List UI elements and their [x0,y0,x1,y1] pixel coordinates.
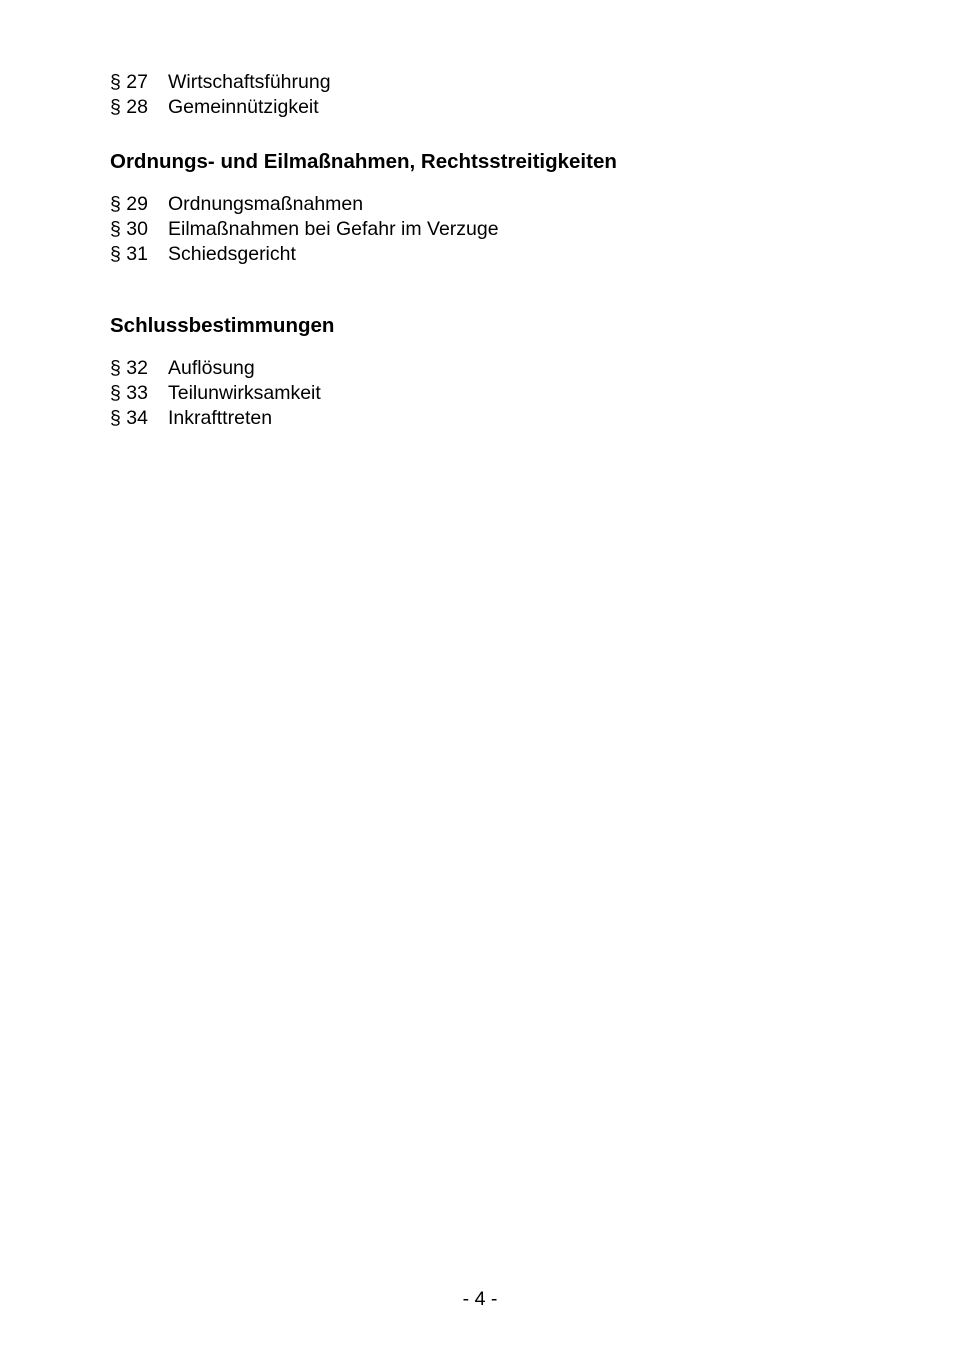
toc-entry [110,70,850,95]
toc-entry-number: § 34 [110,407,148,429]
toc-entry [110,192,850,217]
toc-entry-number: § 30 [110,218,148,240]
toc-entry-title: Ordnungsmaßnahmen [168,193,364,215]
section-heading-schlussbestimmungen: Schlussbestimmungen [110,314,335,337]
toc-entry-title: Wirtschaftsführung [168,71,331,93]
toc-entry [110,381,850,406]
toc-entry-title: Gemeinnützigkeit [168,96,319,118]
toc-entry-title: Eilmaßnahmen bei Gefahr im Verzuge [168,218,499,240]
toc-entry-title: Auflösung [168,357,255,379]
toc-entry [110,406,850,431]
toc-entry-number: § 28 [110,96,148,118]
toc-entry-title: Inkrafttreten [168,407,273,429]
toc-entry [110,217,850,242]
toc-entry-number: § 29 [110,193,148,215]
spacer [110,267,850,313]
toc-entry [110,95,850,120]
page-number: - 4 - [462,1288,498,1310]
toc-entry-title: Teilunwirksamkeit [168,382,321,404]
toc-entry-number: § 33 [110,382,148,404]
section-heading-ordnungs-eilmassnahmen: Ordnungs- und Eilmaßnahmen, Rechtsstreitigkeiten [110,150,617,173]
spacer [110,339,850,356]
toc-group-3 [110,356,850,431]
toc-entry-number: § 31 [110,243,148,265]
toc-entry-number: § 32 [110,357,148,379]
toc-entry [110,356,850,381]
toc-entry-title: Schiedsgericht [168,243,296,265]
spacer [110,175,850,192]
toc-entry [110,242,850,267]
spacer [110,120,850,149]
toc-group-2 [110,192,850,267]
toc-group-1 [110,70,850,120]
toc-entry-number: § 27 [110,71,148,93]
